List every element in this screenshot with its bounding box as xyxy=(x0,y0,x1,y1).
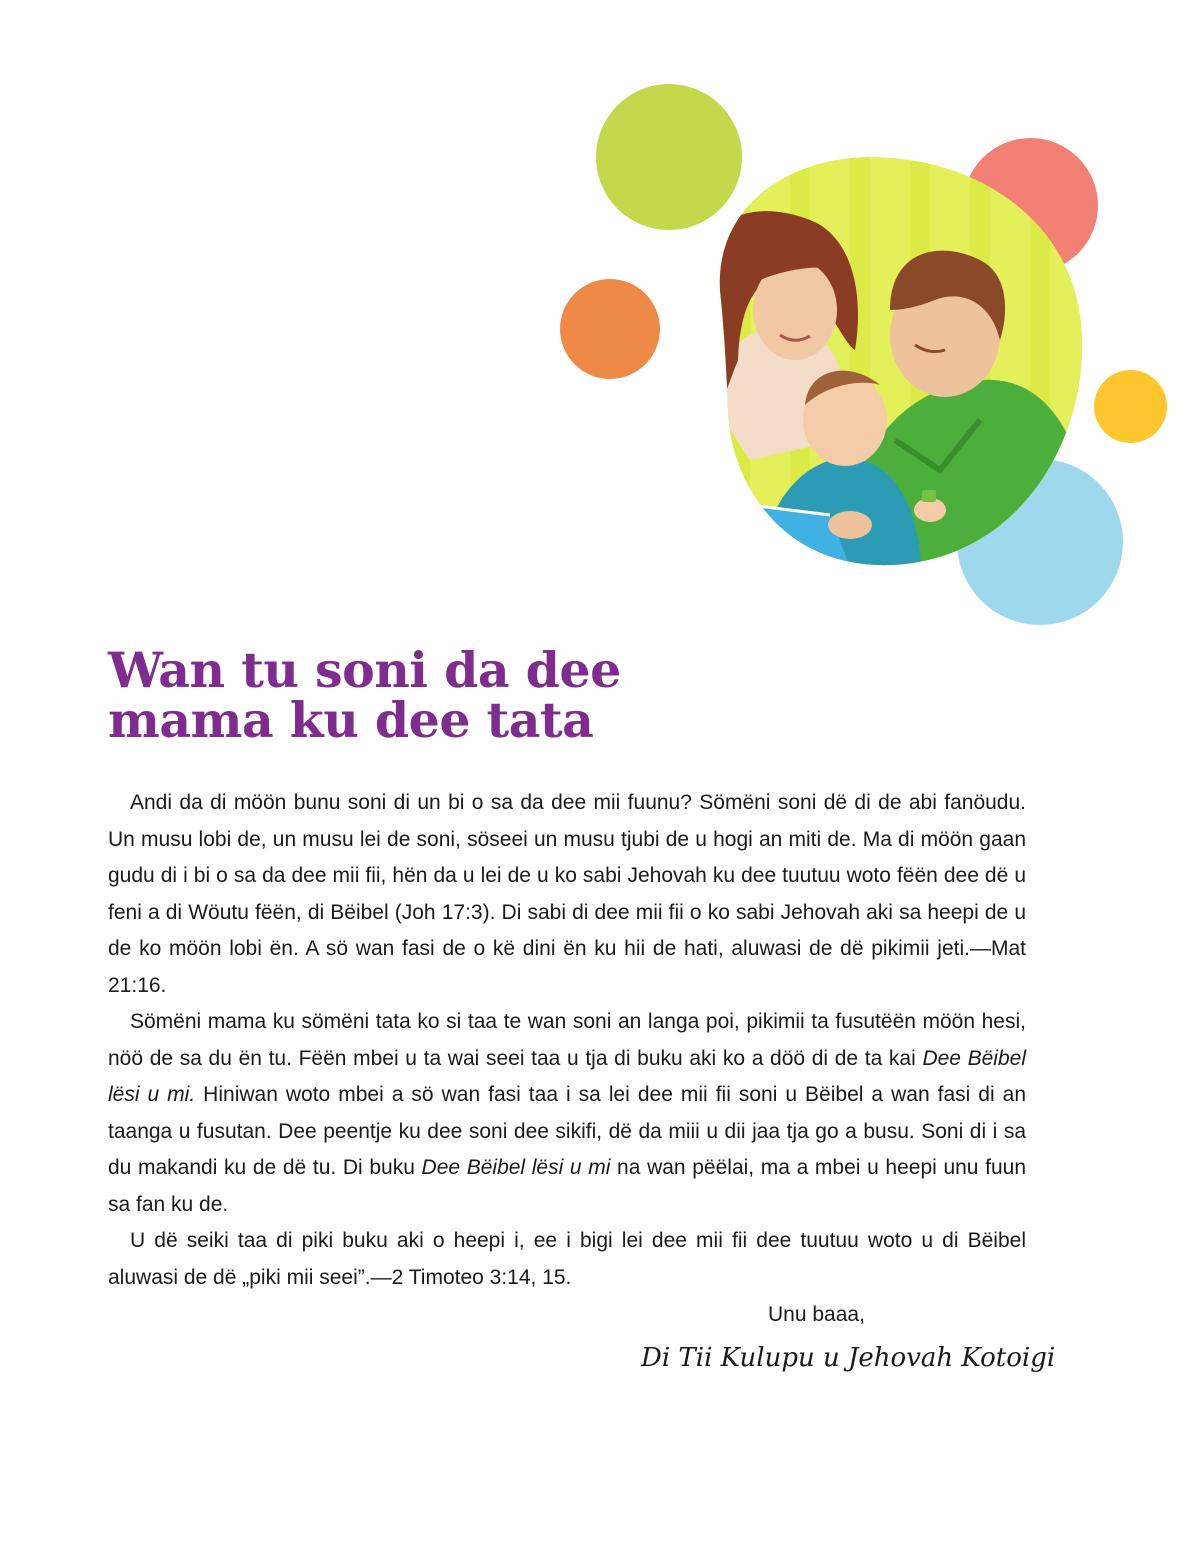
paragraph-2-text-c: na wan pëëlai, ma a mbei u heepi unu fuun sa fan ku de. xyxy=(108,1156,1027,1216)
closing-salutation: Unu baaa, xyxy=(768,1303,865,1326)
paragraph-2 xyxy=(108,1004,1026,1223)
decorative-circle-orange xyxy=(560,279,660,379)
letter-body xyxy=(108,785,1026,1296)
book-title-1: Dee Bëibel lësi u mi. xyxy=(108,1046,1026,1106)
paragraph-1: Andi da di möön bunu soni di un bi o sa da dee mii fuunu? Sömëni soni dë di de abi fanöudu. Un musu lobi de, un musu lei de soni, söseei un musu tjubi de u hogi an miti de. Ma di möön gaan gudu di i bi o sa da dee mii fii, hën da u lei de u ko sabi Jehovah ku dee tuutuu woto fëën dee dë u feni a di Wöutu fëën, di Bëibel (Joh 17:3). Di sabi di dee mii fii o ko sabi Jehovah aki sa heepi de u de ko möön lobi ën. A sö wan fasi de o kë dini ën ku hii de hati, aluwasi de dë pikimii jeti.—Mat 21:16. xyxy=(108,791,1026,997)
book-title-2: Dee Bëibel lësi u mi xyxy=(421,1156,611,1179)
paragraph-2-text-a: Sömëni mama ku sömëni tata ko si taa te wan soni an langa poi, pikimii ta fusutëën möön hesi, nöö de sa du ën tu. Fëën mbei u ta wai seei taa u tja di buku aki ko a döö di de ta kai xyxy=(108,1010,1026,1070)
decorative-circle-yellow xyxy=(1094,370,1167,443)
paragraph-2-text-b: Hiniwan woto mbei a sö wan fasi taa i sa lei dee mii fii soni u Bëibel a wan fasi di an taanga u fusutan. Dee peentje ku dee soni dee sikifi, dë da miii u dii jaa tja go a busu. Soni di i sa du makandi ku de dë tu. Di buku xyxy=(108,1083,1027,1179)
family-reading-illustration xyxy=(690,140,1100,580)
title-line-1: Wan tu soni da dee xyxy=(108,641,621,699)
page-title xyxy=(108,641,621,749)
signature: Di Tii Kulupu u Jehovah Kotoigi xyxy=(641,1343,1056,1373)
paragraph-3: U dë seiki taa di piki buku aki o heepi i, ee i bigi lei dee mii fii dee tuutuu woto u di Bëibel aluwasi de dë „piki mii seei”.—2 Timoteo 3:14, 15. xyxy=(108,1229,1026,1289)
title-line-2: mama ku dee tata xyxy=(108,691,594,749)
